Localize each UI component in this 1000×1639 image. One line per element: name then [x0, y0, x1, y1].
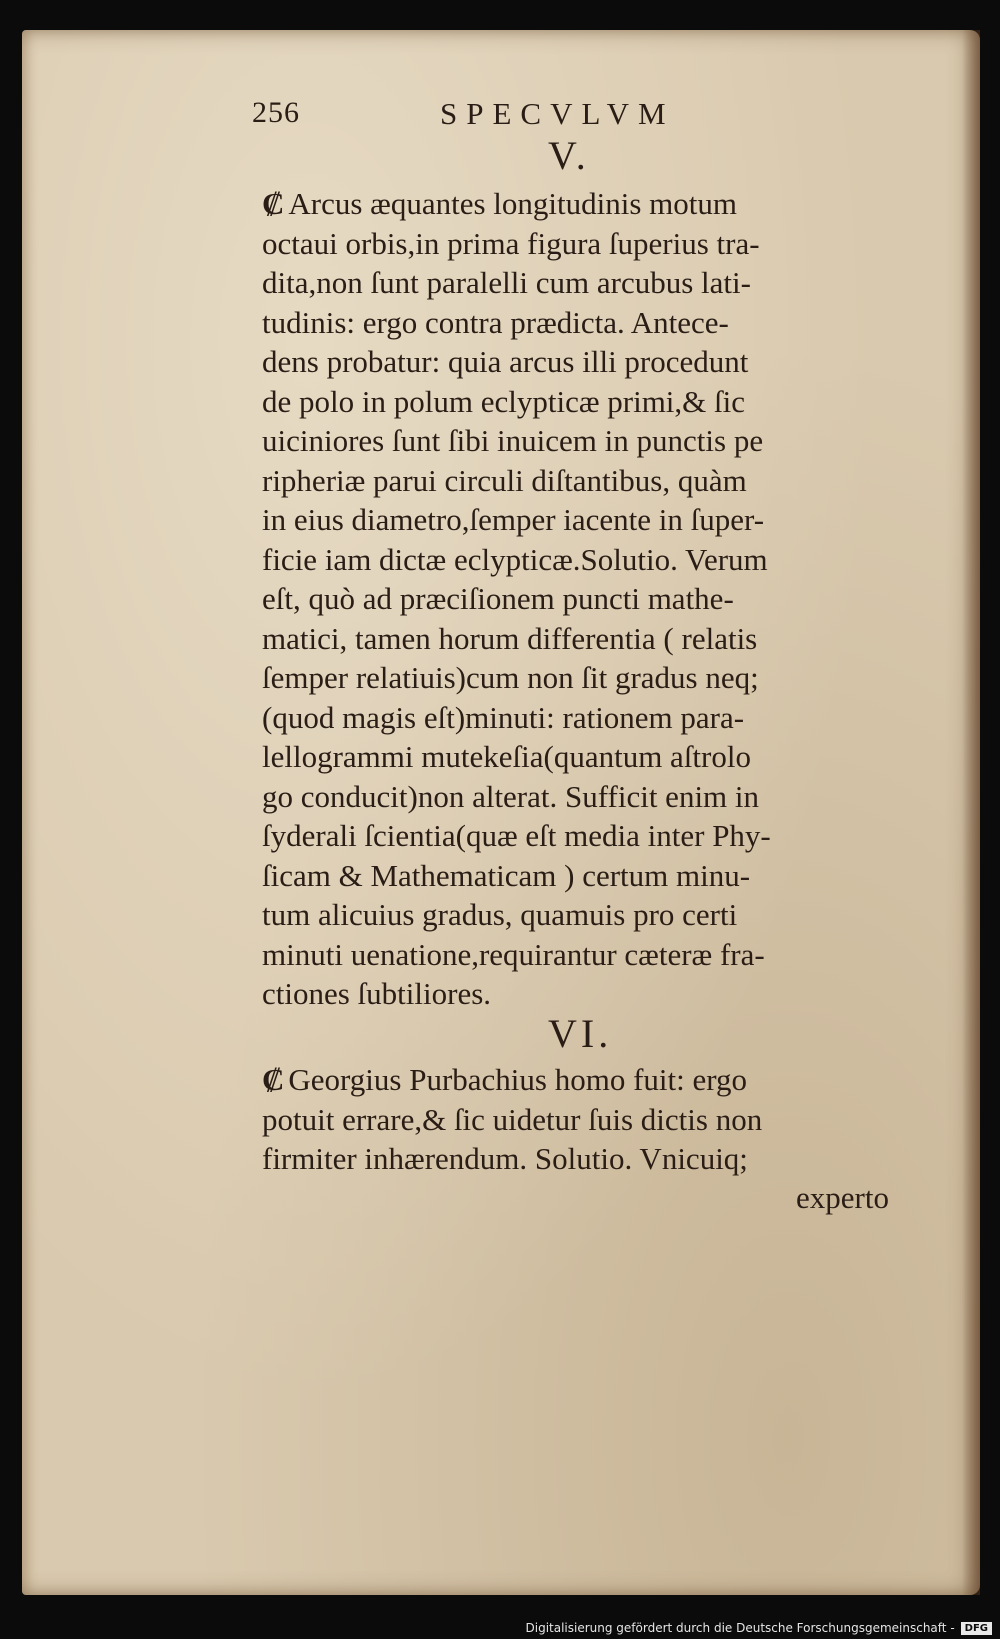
text-line: firmiter inhærendum. Solutio. Vnicuiq;: [262, 1141, 748, 1176]
text-line: tudinis: ergo contra prædicta. Antece-: [262, 304, 729, 340]
text-line: ripheriæ parui circuli diſtantibus, quàm: [262, 462, 747, 498]
text-line: uiciniores ſunt ſibi inuicem in punctis pe: [262, 423, 764, 458]
text-line: de polo in polum eclypticæ primi,& ſic: [262, 383, 746, 419]
text-line: go conducit)non alterat. Sufficit enim in: [262, 778, 760, 814]
text-line: ficie iam dictæ eclypticæ.Solutio. Verum: [262, 541, 768, 577]
text-line: ſyderali ſcientia(quæ eſt media inter Phy-: [262, 818, 771, 853]
credit-text: Digitalisierung gefördert durch die Deutsche Forschungsgemeinschaft -: [525, 1621, 955, 1635]
text-line: ₡ Georgius Purbachius homo fuit: ergo: [262, 1062, 748, 1097]
text-line: ſicam & Mathematicam ) certum minu-: [262, 857, 751, 893]
text-line: ₡ Arcus æquantes longitudinis motum: [262, 186, 738, 221]
catchword: experto: [796, 1180, 889, 1215]
text-line: matici, tamen horum differentia ( relatis: [262, 620, 758, 656]
section-numeral-vi: VI.: [548, 1011, 613, 1056]
pilcrow-icon: ₡: [262, 1062, 285, 1097]
text-line: in eius diametro,ſemper iacente in ſuper-: [262, 502, 765, 537]
section-vi-paragraph: [262, 1060, 922, 1179]
text-line: dens probatur: quia arcus illi procedunt: [262, 344, 749, 379]
text-line: octaui orbis,in prima figura ſuperius tra-: [262, 225, 760, 261]
text-line: dita,non ſunt paralelli cum arcubus lati-: [262, 265, 751, 300]
page-edge-shadow: [962, 30, 980, 1595]
dfg-logo: DFG: [961, 1622, 992, 1635]
section-v-paragraph: [262, 184, 922, 1014]
text-line: (quod magis eſt)minuti: rationem para-: [262, 699, 745, 735]
text-line: lellogrammi mutekeſia(quantum aſtrolo: [262, 739, 751, 774]
text-line: potuit errare,& ſic uidetur ſuis dictis non: [262, 1101, 763, 1137]
text-line: eſt, quò ad præciſionem puncti mathe-: [262, 581, 734, 616]
running-head: SPECVLVM: [440, 96, 675, 131]
text-line: ctiones ſubtiliores.: [262, 976, 492, 1011]
text-line: tum alicuius gradus, quamuis pro certi: [262, 897, 738, 932]
digitization-credit: [526, 1621, 993, 1635]
text-line: minuti uenatione,requirantur cæteræ fra-: [262, 936, 765, 972]
pilcrow-icon: ₡: [262, 186, 285, 221]
page-number: 256: [252, 96, 300, 129]
text-line: ſemper relatiuis)cum non ſit gradus neq;: [262, 660, 759, 695]
section-numeral-v: V.: [548, 133, 590, 178]
